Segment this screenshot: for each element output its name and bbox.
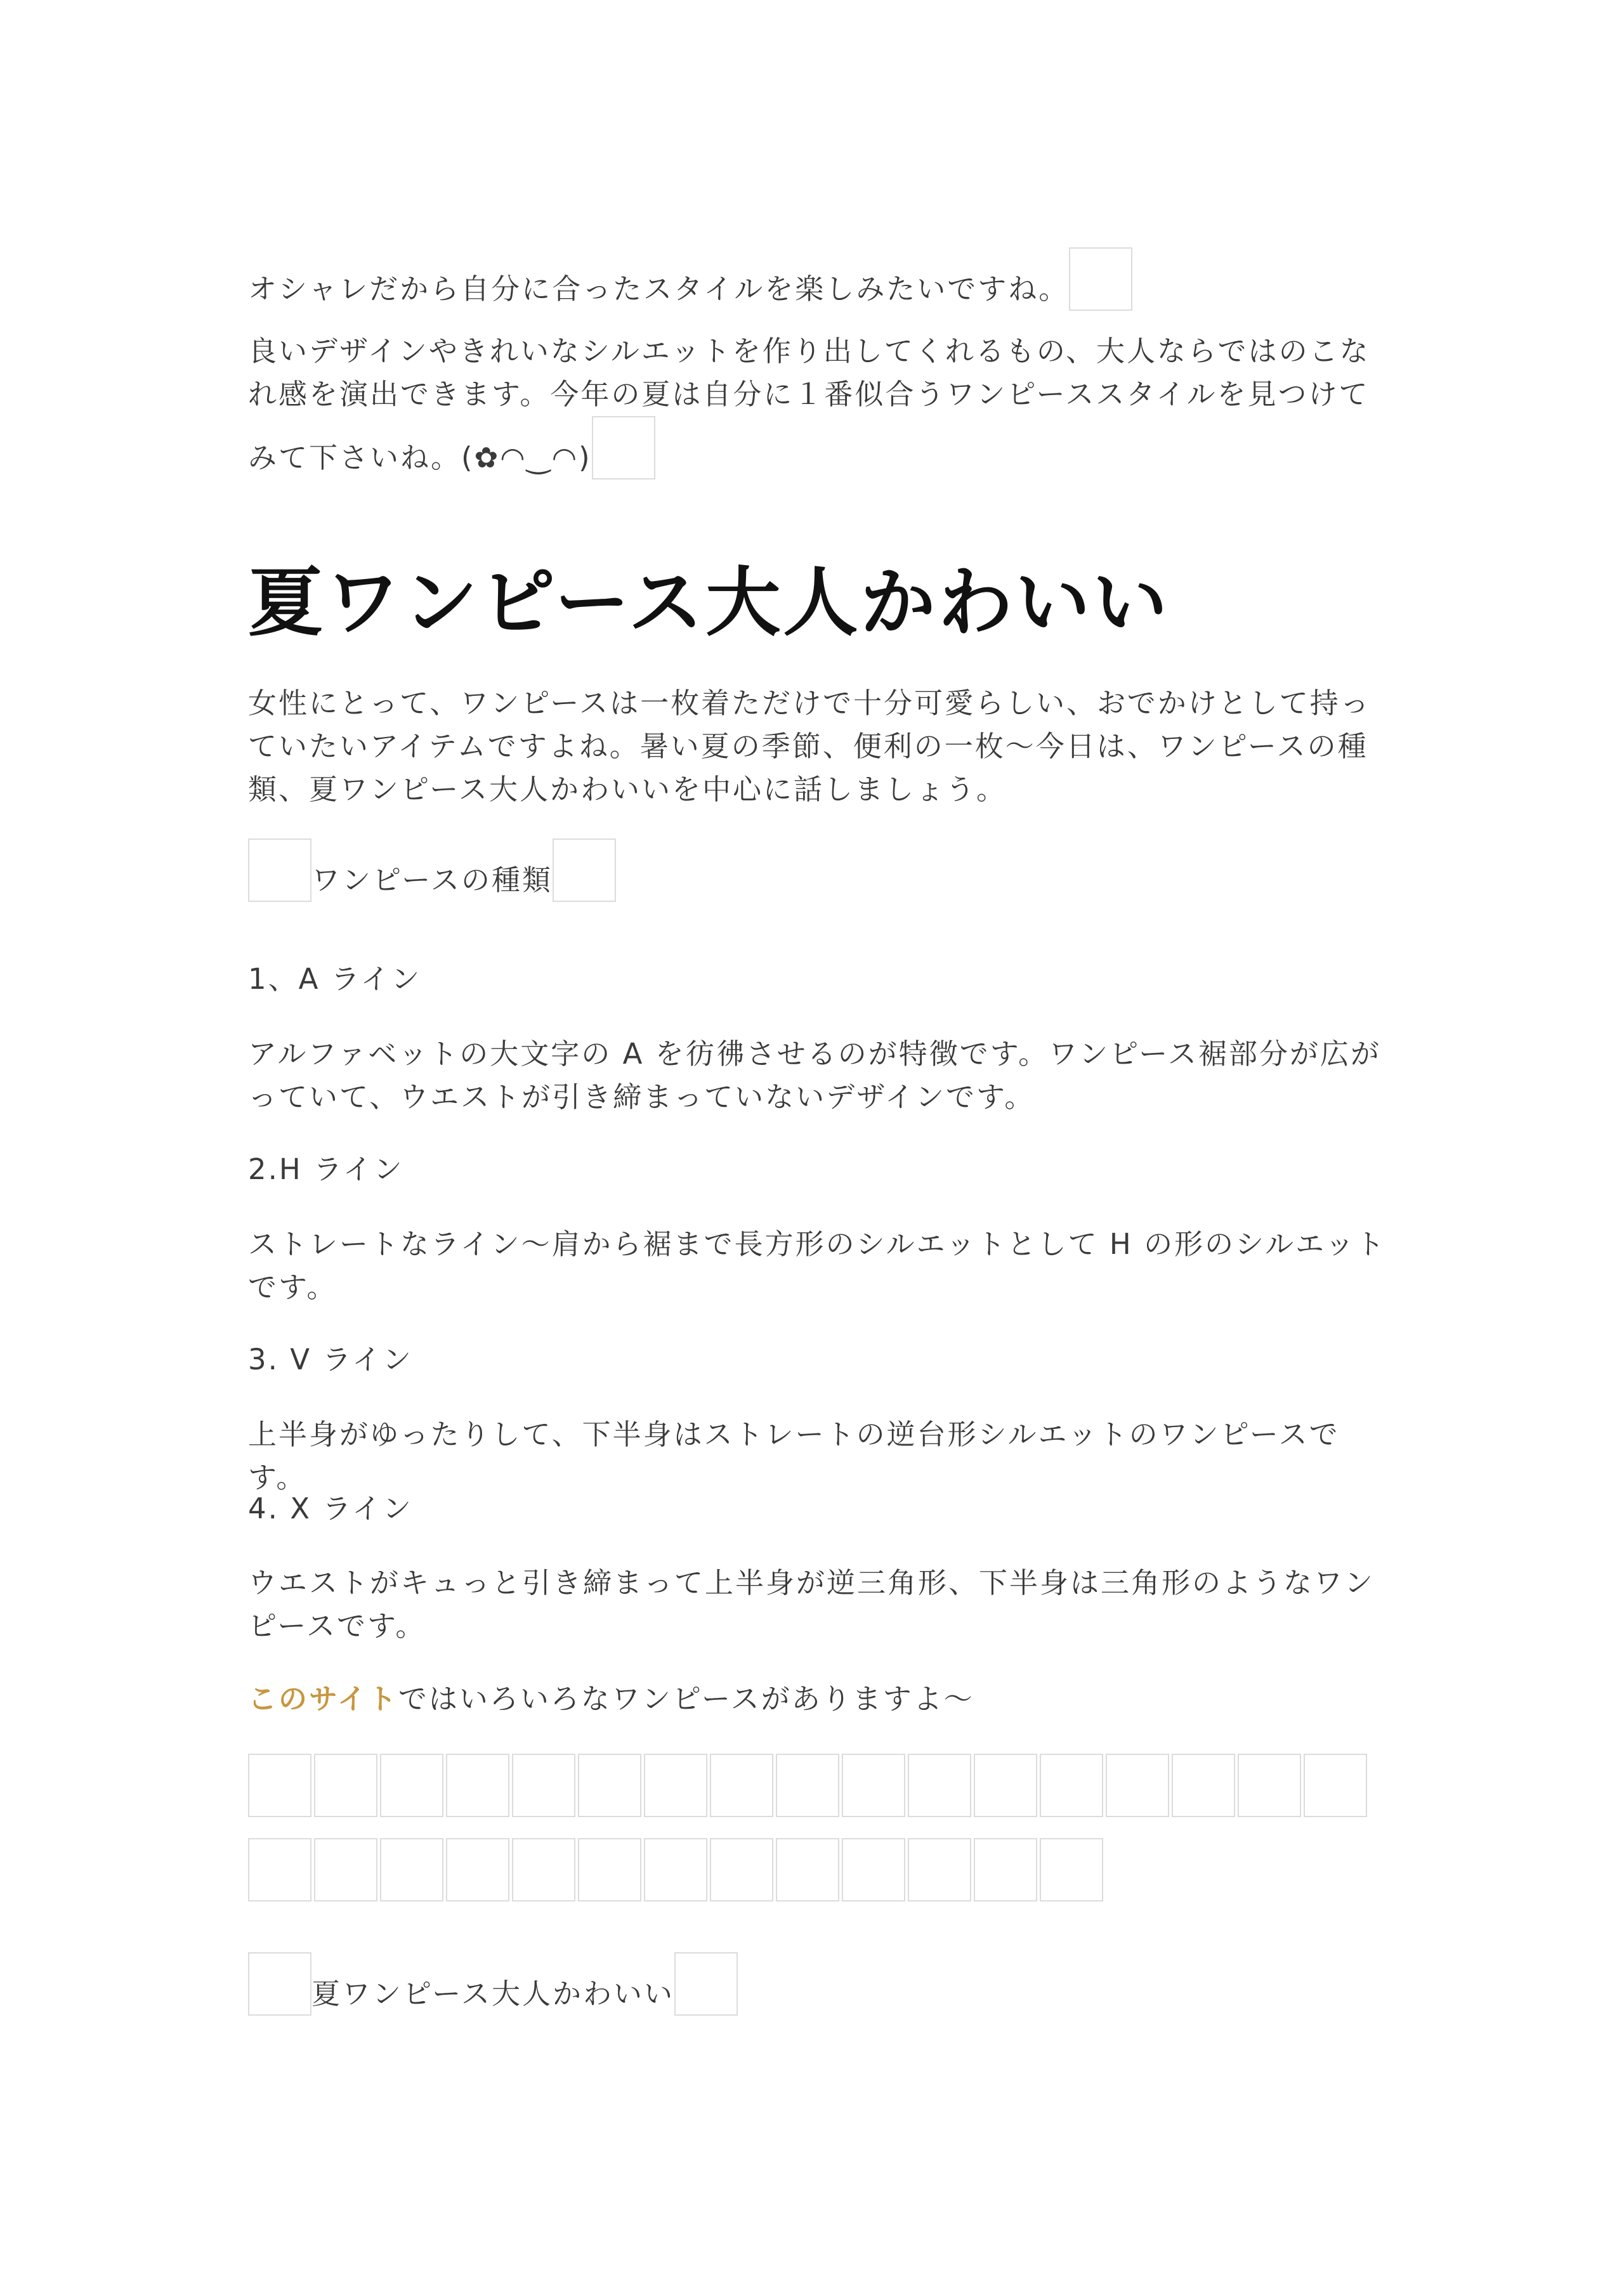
item-title: 2.H ライン — [248, 1152, 404, 1186]
item-title: 4. X ライン — [248, 1492, 414, 1525]
image-placeholder — [380, 1754, 443, 1817]
image-placeholder — [248, 838, 311, 902]
bottom-title-line — [248, 1952, 1390, 2016]
image-placeholder — [578, 1838, 641, 1901]
site-line — [248, 1678, 1390, 1721]
image-placeholder — [1106, 1754, 1169, 1817]
image-placeholder — [908, 1754, 971, 1817]
image-placeholder — [644, 1754, 707, 1817]
section-title: ワンピースの種類 — [311, 863, 553, 897]
image-placeholder — [908, 1838, 971, 1901]
image-placeholder — [1069, 247, 1132, 311]
image-placeholder — [314, 1754, 377, 1817]
item-desc: 上半身がゆったりして、下半身はストレートの逆台形シルエットのワンピースです。 — [248, 1418, 1340, 1494]
image-placeholder — [710, 1754, 773, 1817]
item-desc: ストレートなライン〜肩から裾まで長方形のシルエットとして H の形のシルエットです。 — [248, 1227, 1387, 1304]
bottom-title: 夏ワンピース大人かわいい — [311, 1977, 674, 2011]
image-placeholder — [578, 1754, 641, 1817]
image-placeholder — [842, 1754, 905, 1817]
image-placeholder — [776, 1754, 839, 1817]
site-line-text: ではいろいろなワンピースがありますよ〜 — [398, 1682, 974, 1716]
image-placeholder — [974, 1754, 1037, 1817]
image-placeholder — [710, 1838, 773, 1901]
image-placeholder — [1238, 1754, 1301, 1817]
image-placeholder — [446, 1754, 509, 1817]
image-placeholder — [842, 1838, 905, 1901]
image-placeholder — [974, 1838, 1037, 1901]
item-desc: ウエストがキュっと引き締まって上半身が逆三角形、下半身は三角形のようなワンピースです。 — [248, 1566, 1375, 1643]
section-title-line — [248, 838, 1390, 902]
image-placeholder — [1040, 1838, 1103, 1901]
image-placeholder — [1172, 1754, 1235, 1817]
image-placeholder — [592, 416, 655, 479]
image-placeholder — [1304, 1754, 1367, 1817]
image-placeholder — [1040, 1754, 1103, 1817]
section-heading: 夏ワンピース大人かわいい — [248, 559, 1170, 646]
image-placeholder — [776, 1838, 839, 1901]
image-placeholder — [644, 1838, 707, 1901]
image-placeholder — [248, 1754, 311, 1817]
image-placeholder — [380, 1838, 443, 1901]
intro-paragraph — [248, 330, 1390, 479]
item-title: 3. V ライン — [248, 1343, 413, 1376]
image-placeholder — [553, 838, 616, 902]
image-grid-row-2 — [248, 1838, 1106, 1901]
image-placeholder — [314, 1838, 377, 1901]
body-paragraph: 女性にとって、ワンピースは一枚着ただけで十分可愛らしい、おでかけとして持っていたいアイテムですよね。暑い夏の季節、便利の一枚〜今日は、ワンピースの種類、夏ワンピース大人かわいいを中心に話しましょう。 — [248, 686, 1371, 806]
image-placeholder — [674, 1952, 738, 2016]
image-placeholder — [248, 1952, 311, 2016]
image-placeholder — [446, 1838, 509, 1901]
image-placeholder — [512, 1754, 575, 1817]
site-link[interactable]: このサイト — [248, 1682, 398, 1716]
image-placeholder — [248, 1838, 311, 1901]
intro-line — [248, 247, 1390, 311]
intro-paragraph-text: 良いデザインやきれいなシルエットを作り出してくれるもの、大人ならではのこなれ感を演出できます。今年の夏は自分に１番似合うワンピーススタイルを見つけてみて下さいね。(✿◠‿◠) — [248, 334, 1370, 474]
intro-line-text: オシャレだから自分に合ったスタイルを楽しみたいですね。 — [248, 272, 1070, 306]
image-placeholder — [512, 1838, 575, 1901]
image-grid-row-1 — [248, 1754, 1370, 1817]
item-title: 1、A ライン — [248, 962, 422, 996]
item-desc: アルファベットの大文字の A を彷彿させるのが特徴です。ワンピース裾部分が広がっていて、ウエストが引き締まっていないデザインです。 — [248, 1037, 1382, 1114]
